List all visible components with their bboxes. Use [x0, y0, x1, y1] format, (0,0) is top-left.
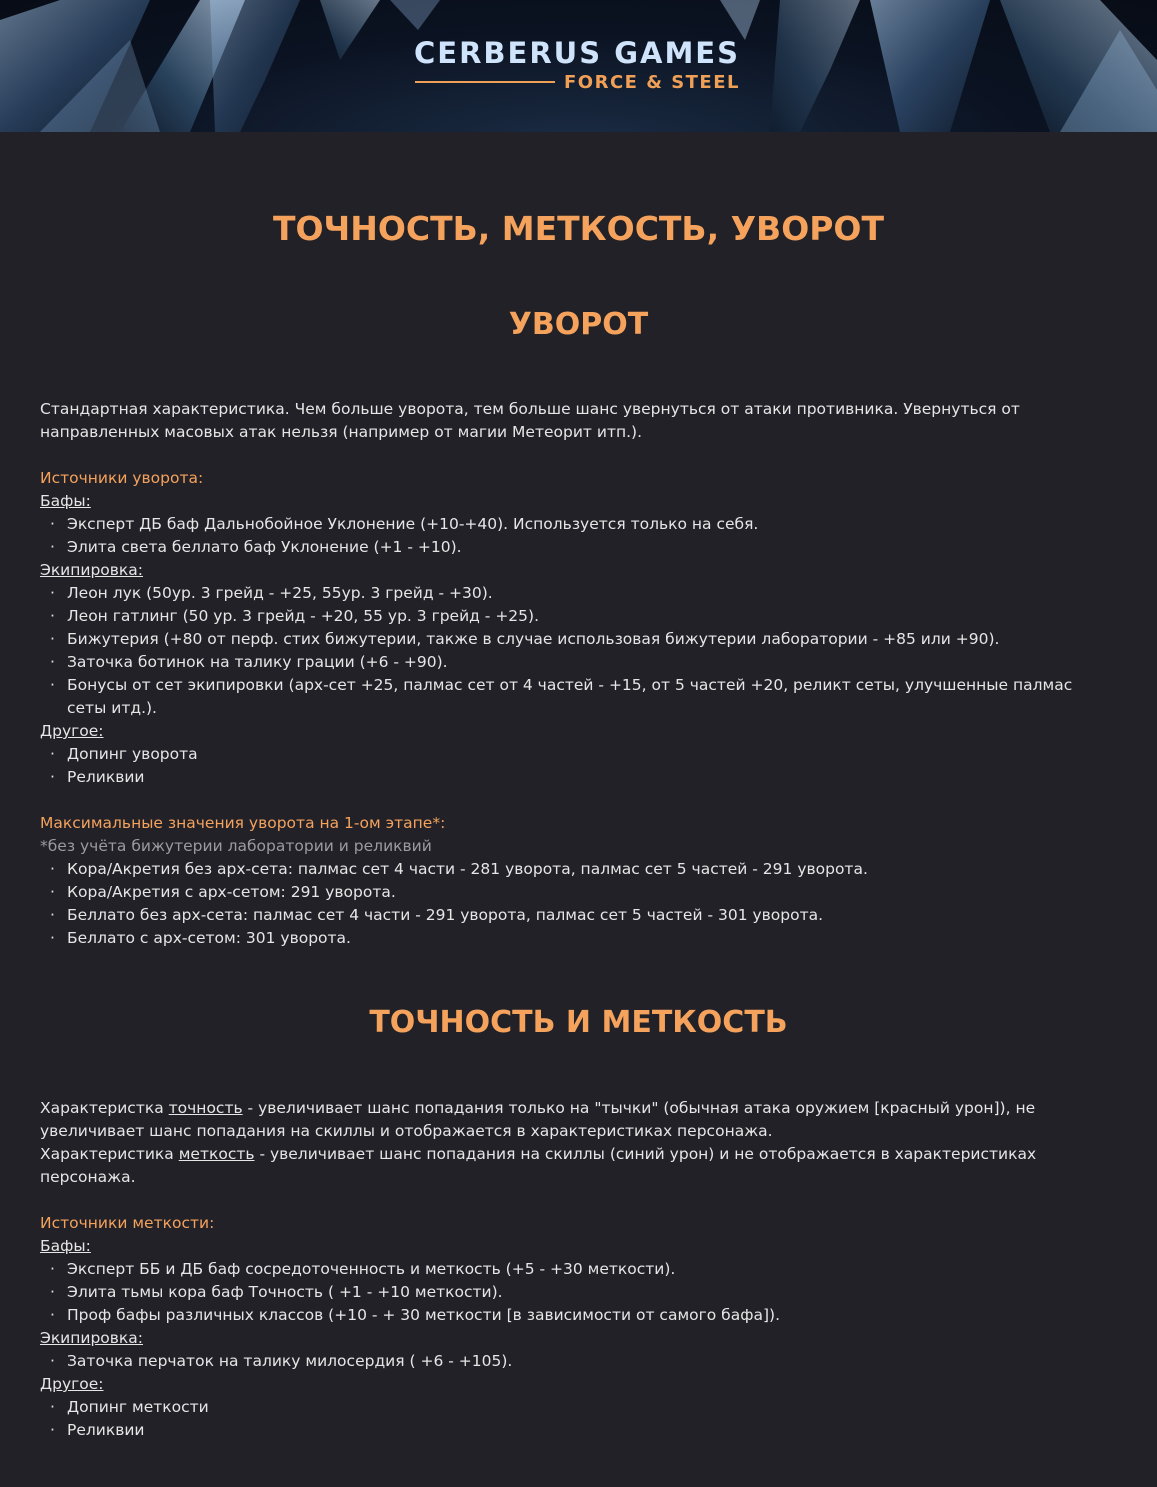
- section-evasion: [40, 398, 1100, 950]
- list-item: · Кора/Акретия без арх-сета: палмас сет 4 части - 281 уворота, палмас сет 5 частей - 291 уворота.: [40, 858, 1100, 881]
- brand-title: CERBERUS GAMES: [414, 36, 741, 70]
- list-item: · Беллато с арх-сетом: 301 уворота.: [40, 927, 1100, 950]
- accuracy-paragraph-line: [40, 1097, 1100, 1120]
- brand-divider: [415, 81, 555, 83]
- evasion-sources-title: Источники уворота:: [40, 469, 204, 487]
- accuracy-term-link[interactable]: точность: [168, 1099, 243, 1117]
- evasion-buffs-list: [40, 513, 1100, 559]
- evasion-equipment-label: Экипировка:: [40, 561, 144, 579]
- page-title: ТОЧНОСТЬ, МЕТКОСТЬ, УВОРОТ: [272, 209, 885, 248]
- evasion-intro-line: Стандартная характеристика. Чем больше уворота, тем больше шанс увернуться от атаки противника. Увернуться от: [40, 400, 1020, 418]
- accuracy-p1-rest: - увеличивает шанс попадания только на "тычки" (обычная атака оружием [красный урон]), не: [242, 1099, 1036, 1117]
- accuracy-buffs-label: Бафы:: [40, 1237, 91, 1255]
- brand-subtitle: FORCE & STEEL: [564, 72, 740, 93]
- evasion-intro-line: направленных масовых атак нельзя (например от магии Метеорит итп.).: [40, 423, 643, 441]
- accuracy-equipment-label: Экипировка:: [40, 1329, 144, 1347]
- accuracy-sources-title: Источники меткости:: [40, 1214, 215, 1232]
- accuracy-other-label: Другое:: [40, 1375, 104, 1393]
- accuracy-buffs-list: [40, 1258, 1100, 1327]
- evasion-buffs-label: Бафы:: [40, 492, 91, 510]
- evasion-max-note: *без учёта бижутерии лаборатории и реликвий: [40, 837, 432, 855]
- marksmanship-term-link[interactable]: меткость: [178, 1145, 255, 1163]
- section-accuracy: [40, 1097, 1100, 1442]
- accuracy-paragraph-line: персонажа.: [40, 1168, 136, 1186]
- brand-logo: [414, 36, 744, 94]
- list-item: · Бижутерия (+80 от перф. стих бижутерии, также в случае использовая бижутерии лаборатории - +85 или +90).: [40, 628, 1100, 651]
- evasion-max-list: [40, 858, 1100, 950]
- list-item: · Леон лук (50ур. 3 грейд - +25, 55ур. 3 грейд - +30).: [40, 582, 1100, 605]
- list-item: · Реликвии: [40, 1419, 1100, 1442]
- list-item: · Элита тьмы кора баф Точность ( +1 - +10 меткости).: [40, 1281, 1100, 1304]
- accuracy-p2-rest: - увеличивает шанс попадания на скиллы (синий урон) и не отображается в характеристиках: [254, 1145, 1037, 1163]
- accuracy-paragraph-line: [40, 1143, 1100, 1166]
- list-item: · Заточка ботинок на талику грации (+6 - +90).: [40, 651, 1100, 674]
- evasion-other-list: [40, 743, 1100, 789]
- list-item: · Беллато без арх-сета: палмас сет 4 части - 291 уворота, палмас сет 5 частей - 301 уворота.: [40, 904, 1100, 927]
- list-item: · Леон гатлинг (50 ур. 3 грейд - +20, 55 ур. 3 грейд - +25).: [40, 605, 1100, 628]
- accuracy-paragraph-line: увеличивает шанс попадания на скиллы и отображается в характеристиках персонажа.: [40, 1122, 773, 1140]
- list-item: · Бонусы от сет экипировки (арх-сет +25, палмас сет от 4 частей - +15, от 5 частей +20, реликт сеты, улучшенные палмас сеты итд.).: [40, 674, 1100, 720]
- list-item: · Элита света беллато баф Уклонение (+1 - +10).: [40, 536, 1100, 559]
- evasion-equipment-list: [40, 582, 1100, 720]
- list-item: · Допинг уворота: [40, 743, 1100, 766]
- section-heading-accuracy: ТОЧНОСТЬ И МЕТКОСТЬ: [369, 1005, 788, 1040]
- accuracy-p2-prefix: Характеристика: [40, 1145, 179, 1163]
- accuracy-p1-prefix: Характеристка: [40, 1099, 169, 1117]
- evasion-max-title: Максимальные значения уворота на 1-ом этапе*:: [40, 814, 446, 832]
- header-banner: [0, 0, 1157, 132]
- list-item: · Кора/Акретия с арх-сетом: 291 уворота.: [40, 881, 1100, 904]
- section-heading-evasion: УВОРОТ: [508, 307, 649, 342]
- list-item: · Реликвии: [40, 766, 1100, 789]
- list-item: · Эксперт ББ и ДБ баф сосредоточенность и меткость (+5 - +30 меткости).: [40, 1258, 1100, 1281]
- list-item: · Заточка перчаток на талику милосердия ( +6 - +105).: [40, 1350, 1100, 1373]
- list-item: · Проф бафы различных классов (+10 - + 30 меткости [в зависимости от самого бафа]).: [40, 1304, 1100, 1327]
- list-item: · Допинг меткости: [40, 1396, 1100, 1419]
- list-item: · Эксперт ДБ баф Дальнобойное Уклонение (+10-+40). Используется только на себя.: [40, 513, 1100, 536]
- accuracy-other-list: [40, 1396, 1100, 1442]
- evasion-other-label: Другое:: [40, 722, 104, 740]
- accuracy-equipment-list: [40, 1350, 1100, 1373]
